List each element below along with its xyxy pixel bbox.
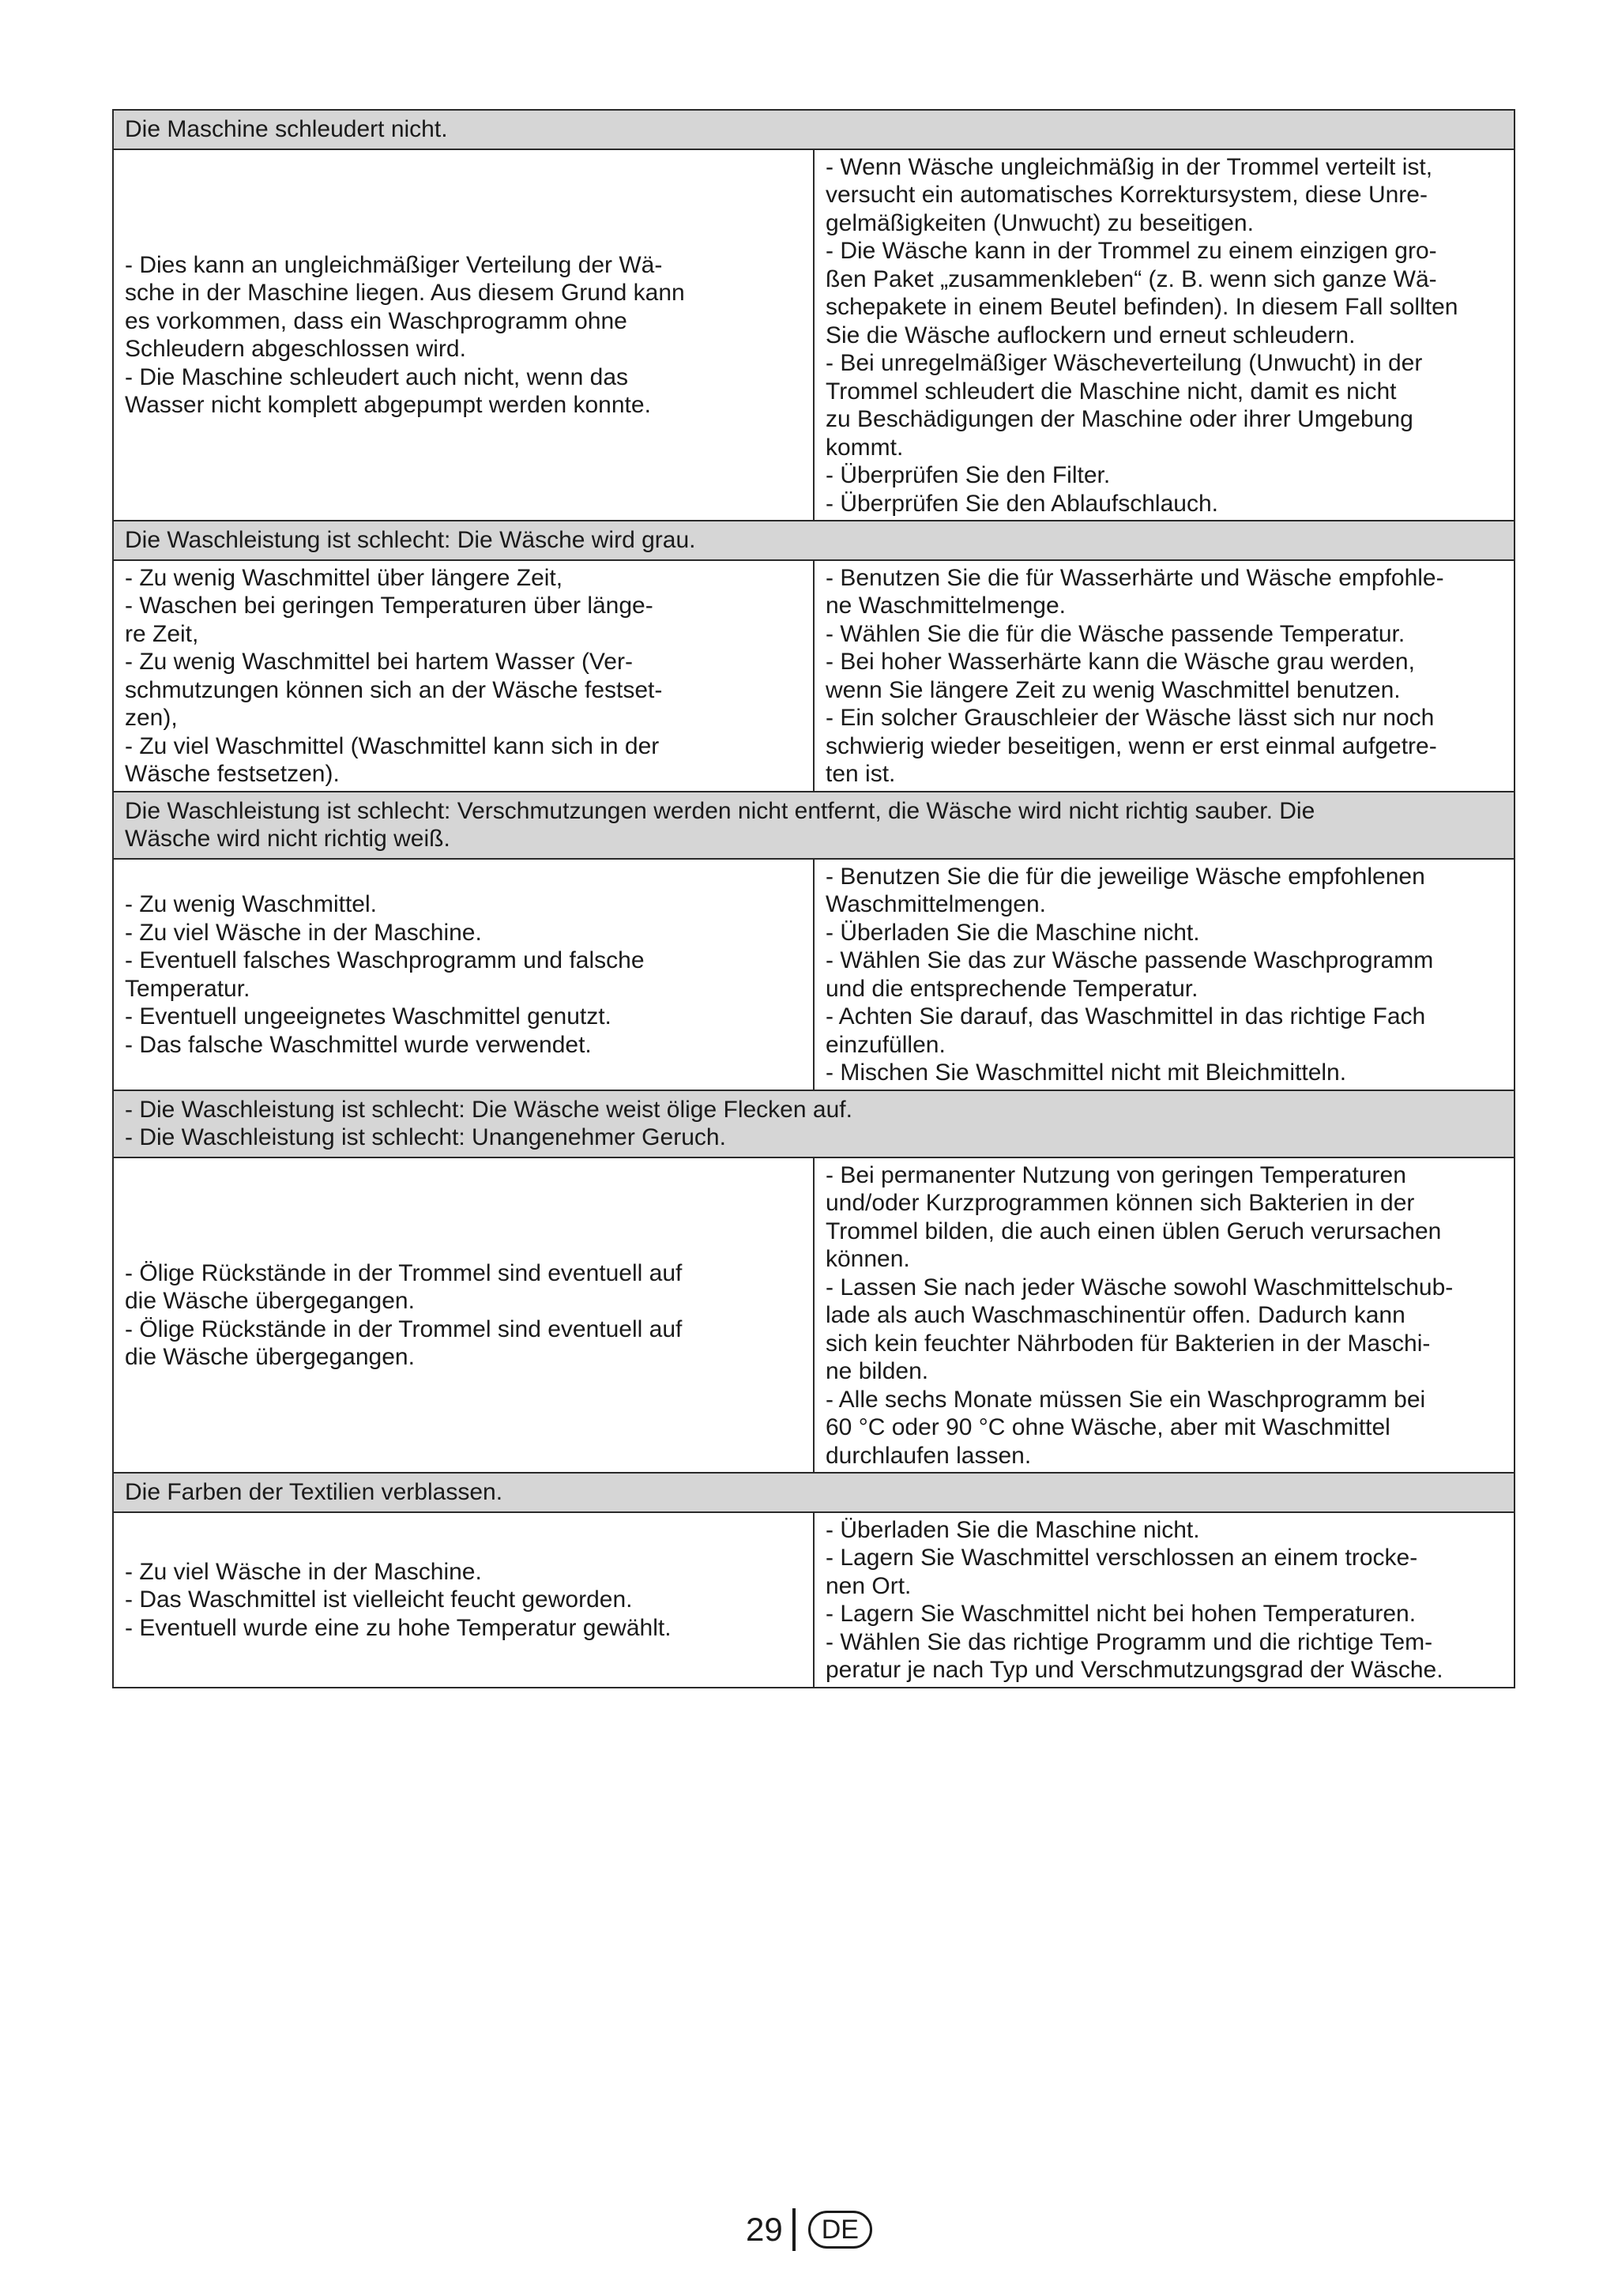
cause-cell: - Zu wenig Waschmittel über längere Zeit, - Waschen bei geringen Temperaturen über länge- re Zeit, - Zu wenig Waschmittel bei hartem Wasser (Ver- schmutzungen können sich an der Wäsche festset- zen), - Zu viel Waschmittel (Waschmittel kann sich in der Wäsche festsetzen). (113, 560, 814, 792)
detail-row (113, 1512, 1515, 1688)
remedy-cell: - Wenn Wäsche ungleichmäßig in der Trommel verteilt ist, versucht ein automatisches Korrektursystem, diese Unre- gelmäßigkeiten (Unwucht) zu beseitigen. - Die Wäsche kann in der Trommel zu einem einzigen gro- ßen Paket „zusammenkleben“ (z. B. wenn sich ganze Wä- schepakete in einem Beutel befinden). In diesem Fall sollten Sie die Wäsche auflockern und erneut schleudern. - Bei unregelmäßiger Wäscheverteilung (Unwucht) in der Trommel schleudert die Maschine nicht, damit es nicht zu Beschädigungen der Maschine oder ihrer Umgebung kommt. - Überprüfen Sie den Filter. - Überprüfen Sie den Ablaufschlauch. (814, 149, 1515, 521)
problem-heading: Die Maschine schleudert nicht. (113, 110, 1515, 149)
problem-heading: Die Waschleistung ist schlecht: Die Wäsche wird grau. (113, 521, 1515, 560)
cause-cell: - Zu wenig Waschmittel. - Zu viel Wäsche in der Maschine. - Eventuell falsches Waschprogramm und falsche Temperatur. - Eventuell ungeeignetes Waschmittel genutzt. - Das falsche Waschmittel wurde verwendet. (113, 859, 814, 1090)
detail-row (113, 560, 1515, 792)
problem-heading: - Die Waschleistung ist schlecht: Die Wäsche weist ölige Flecken auf. - Die Waschleistung ist schlecht: Unangenehmer Geruch. (113, 1090, 1515, 1157)
remedy-cell: - Benutzen Sie die für die jeweilige Wäsche empfohlenen Waschmittelmengen. - Überladen Sie die Maschine nicht. - Wählen Sie das zur Wäsche passende Waschprogramm und die entsprechende Temperatur. - Achten Sie darauf, das Waschmittel in das richtige Fach einzufüllen. - Mischen Sie Waschmittel nicht mit Bleichmitteln. (814, 859, 1515, 1090)
detail-row (113, 149, 1515, 521)
remedy-cell: - Benutzen Sie die für Wasserhärte und Wäsche empfohle- ne Waschmittelmenge. - Wählen Sie die für die Wäsche passende Temperatur. - Bei hoher Wasserhärte kann die Wäsche grau werden, wenn Sie längere Zeit zu wenig Waschmittel benutzen. - Ein solcher Grauschleier der Wäsche lässt sich nur noch schwierig wieder beseitigen, wenn er erst einmal aufgetre- ten ist. (814, 560, 1515, 792)
problem-heading: Die Farben der Textilien verblassen. (113, 1473, 1515, 1512)
page-number: 29 (746, 2211, 783, 2248)
problem-heading: Die Waschleistung ist schlecht: Verschmutzungen werden nicht entfernt, die Wäsche wird nicht richtig sauber. Die Wäsche wird nicht richtig weiß. (113, 792, 1515, 859)
detail-row (113, 1157, 1515, 1474)
remedy-cell: - Überladen Sie die Maschine nicht. - Lagern Sie Waschmittel verschlossen an einem trocke- nen Ort. - Lagern Sie Waschmittel nicht bei hohen Temperaturen. - Wählen Sie das richtige Programm und die richtige Tem- peratur je nach Typ und Verschmutzungsgrad der Wäsche. (814, 1512, 1515, 1688)
cause-cell: - Ölige Rückstände in der Trommel sind eventuell auf die Wäsche übergegangen. - Ölige Rückstände in der Trommel sind eventuell auf die Wäsche übergegangen. (113, 1157, 814, 1474)
page-footer (0, 2206, 1618, 2253)
problem-row (113, 792, 1515, 859)
problem-row (113, 1473, 1515, 1512)
cause-cell: - Zu viel Wäsche in der Maschine. - Das Waschmittel ist vielleicht feucht geworden. - Eventuell wurde eine zu hohe Temperatur gewählt. (113, 1512, 814, 1688)
troubleshooting-table (112, 109, 1515, 1688)
detail-row (113, 859, 1515, 1090)
remedy-cell: - Bei permanenter Nutzung von geringen Temperaturen und/oder Kurzprogrammen können sich Bakterien in der Trommel bilden, die auch einen üblen Geruch verursachen können. - Lassen Sie nach jeder Wäsche sowohl Waschmittelschub- lade als auch Waschmaschinentür offen. Dadurch kann sich kein feuchter Nährboden für Bakterien in der Maschi- ne bilden. - Alle sechs Monate müssen Sie ein Waschprogramm bei 60 °C oder 90 °C ohne Wäsche, aber mit Waschmittel durchlaufen lassen. (814, 1157, 1515, 1474)
troubleshooting-sheet (112, 109, 1515, 1688)
problem-row (113, 110, 1515, 149)
problem-row (113, 521, 1515, 560)
cause-cell: - Dies kann an ungleichmäßiger Verteilung der Wä- sche in der Maschine liegen. Aus diesem Grund kann es vorkommen, dass ein Waschprogramm ohne Schleudern abgeschlossen wird. - Die Maschine schleudert auch nicht, wenn das Wasser nicht komplett abgepumpt werden konnte. (113, 149, 814, 521)
footer-divider (792, 2208, 796, 2251)
language-badge: DE (808, 2211, 872, 2249)
problem-row (113, 1090, 1515, 1157)
